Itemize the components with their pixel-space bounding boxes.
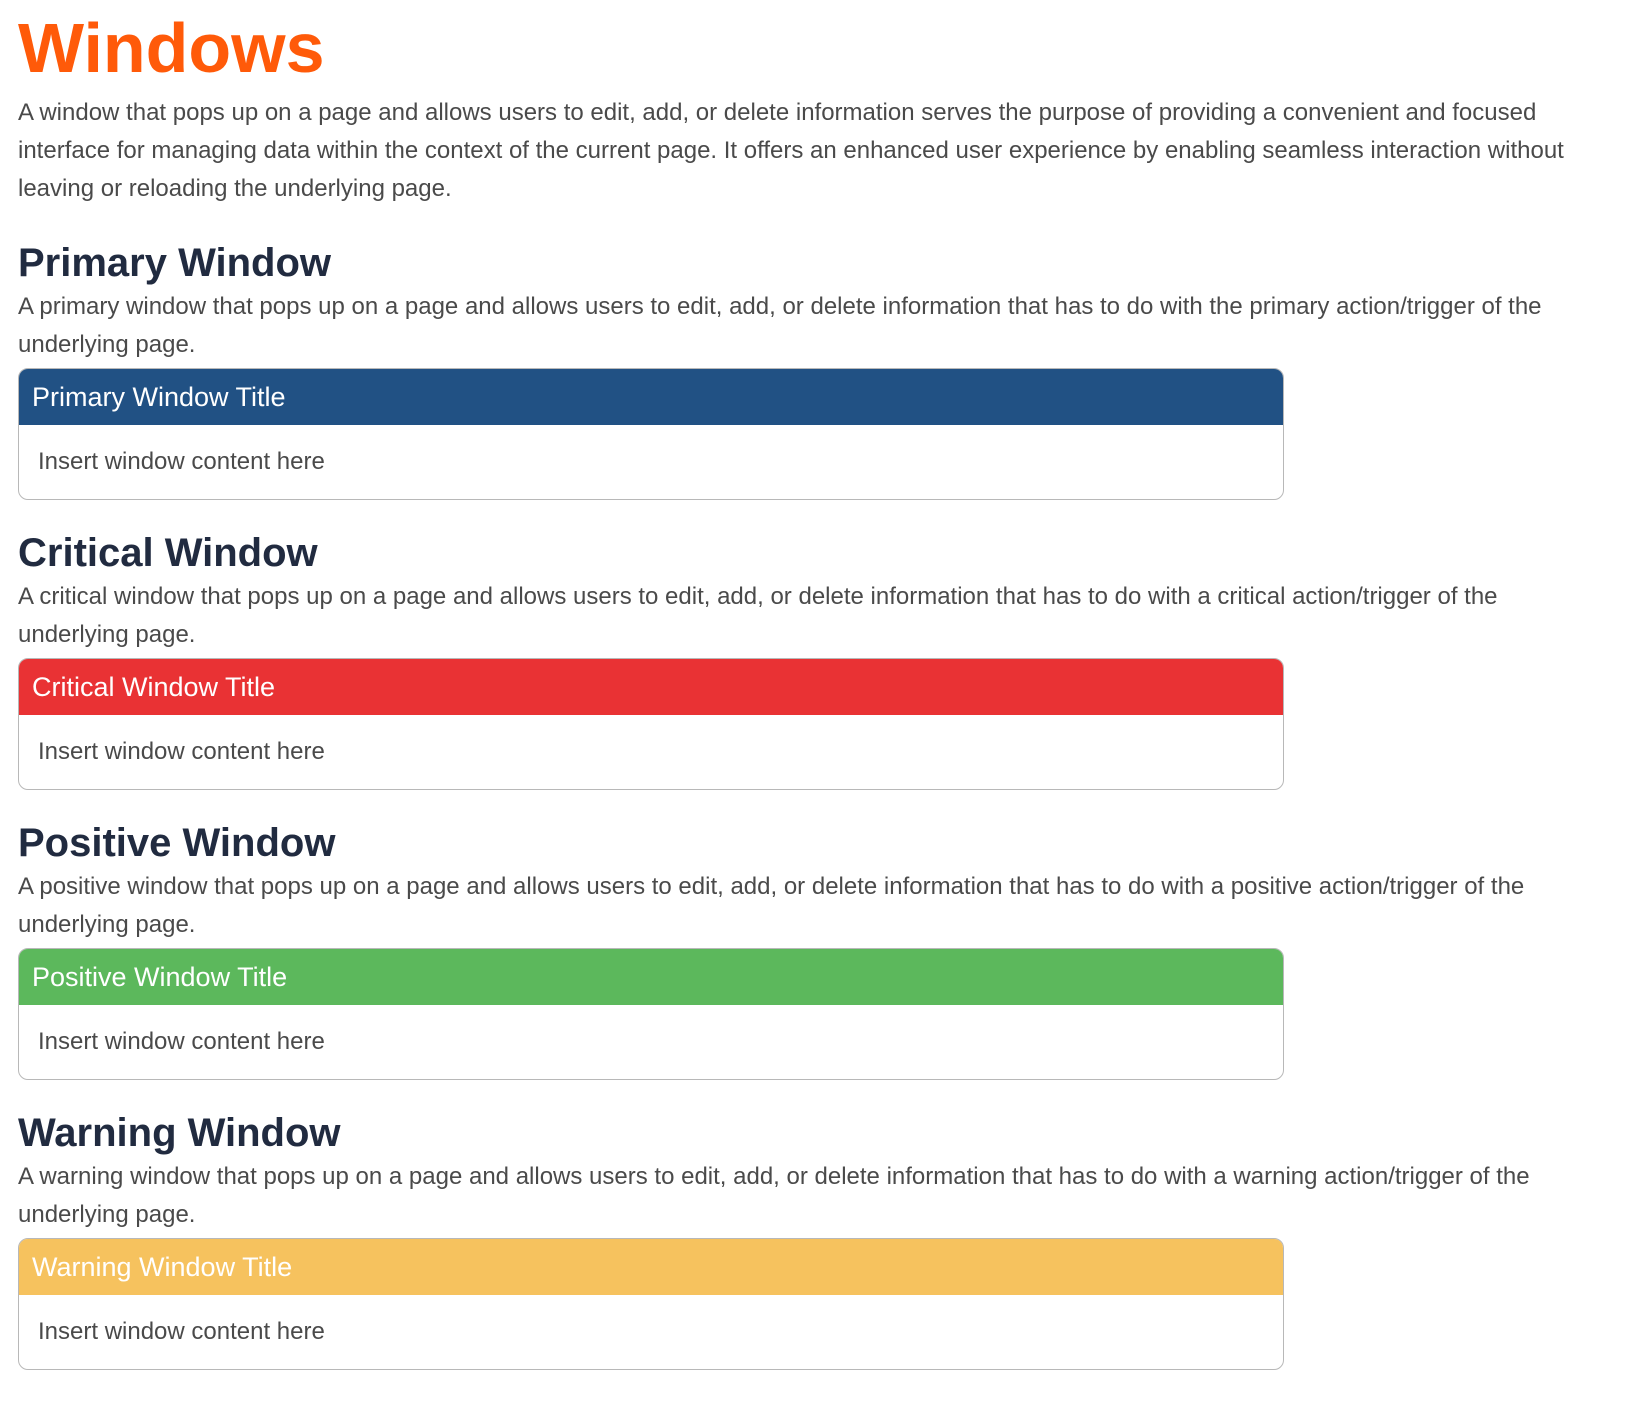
window-content: Insert window content here (38, 738, 325, 765)
window-content: Insert window content here (38, 448, 325, 475)
section-warning (18, 1108, 1610, 1370)
section-description: A critical window that pops up on a page and allows users to edit, add, or delete information that has to do with a critical action/trigger of the underlying page. (18, 583, 1498, 648)
positive-window[interactable] (18, 948, 1284, 1080)
section-heading: Warning Window (18, 1111, 341, 1155)
window-content: Insert window content here (38, 1318, 325, 1345)
window-title-bar: Critical Window Title (19, 659, 1283, 715)
page-intro: A window that pops up on a page and allows users to edit, add, or delete information serves the purpose of providing a convenient and focused interface for managing data within the context of the current page. It offers an enhanced user experience by enabling seamless interaction without leaving or reloading the underlying page. (18, 99, 1564, 202)
section-description: A warning window that pops up on a page and allows users to edit, add, or delete information that has to do with a warning action/trigger of the underlying page. (18, 1163, 1530, 1228)
window-content: Insert window content here (38, 1028, 325, 1055)
warning-window[interactable] (18, 1238, 1284, 1370)
page (0, 8, 1628, 1370)
section-critical (18, 528, 1610, 790)
section-heading: Critical Window (18, 531, 318, 575)
section-primary (18, 238, 1610, 500)
section-positive (18, 818, 1610, 1080)
window-title-bar: Primary Window Title (19, 369, 1283, 425)
window-title-bar: Warning Window Title (19, 1239, 1283, 1295)
primary-window[interactable] (18, 368, 1284, 500)
page-title: Windows (18, 9, 325, 87)
section-heading: Positive Window (18, 821, 336, 865)
critical-window[interactable] (18, 658, 1284, 790)
section-description: A positive window that pops up on a page and allows users to edit, add, or delete information that has to do with a positive action/trigger of the underlying page. (18, 873, 1525, 938)
section-heading: Primary Window (18, 241, 332, 285)
window-title-bar: Positive Window Title (19, 949, 1283, 1005)
section-description: A primary window that pops up on a page and allows users to edit, add, or delete information that has to do with the primary action/trigger of the underlying page. (18, 293, 1542, 358)
